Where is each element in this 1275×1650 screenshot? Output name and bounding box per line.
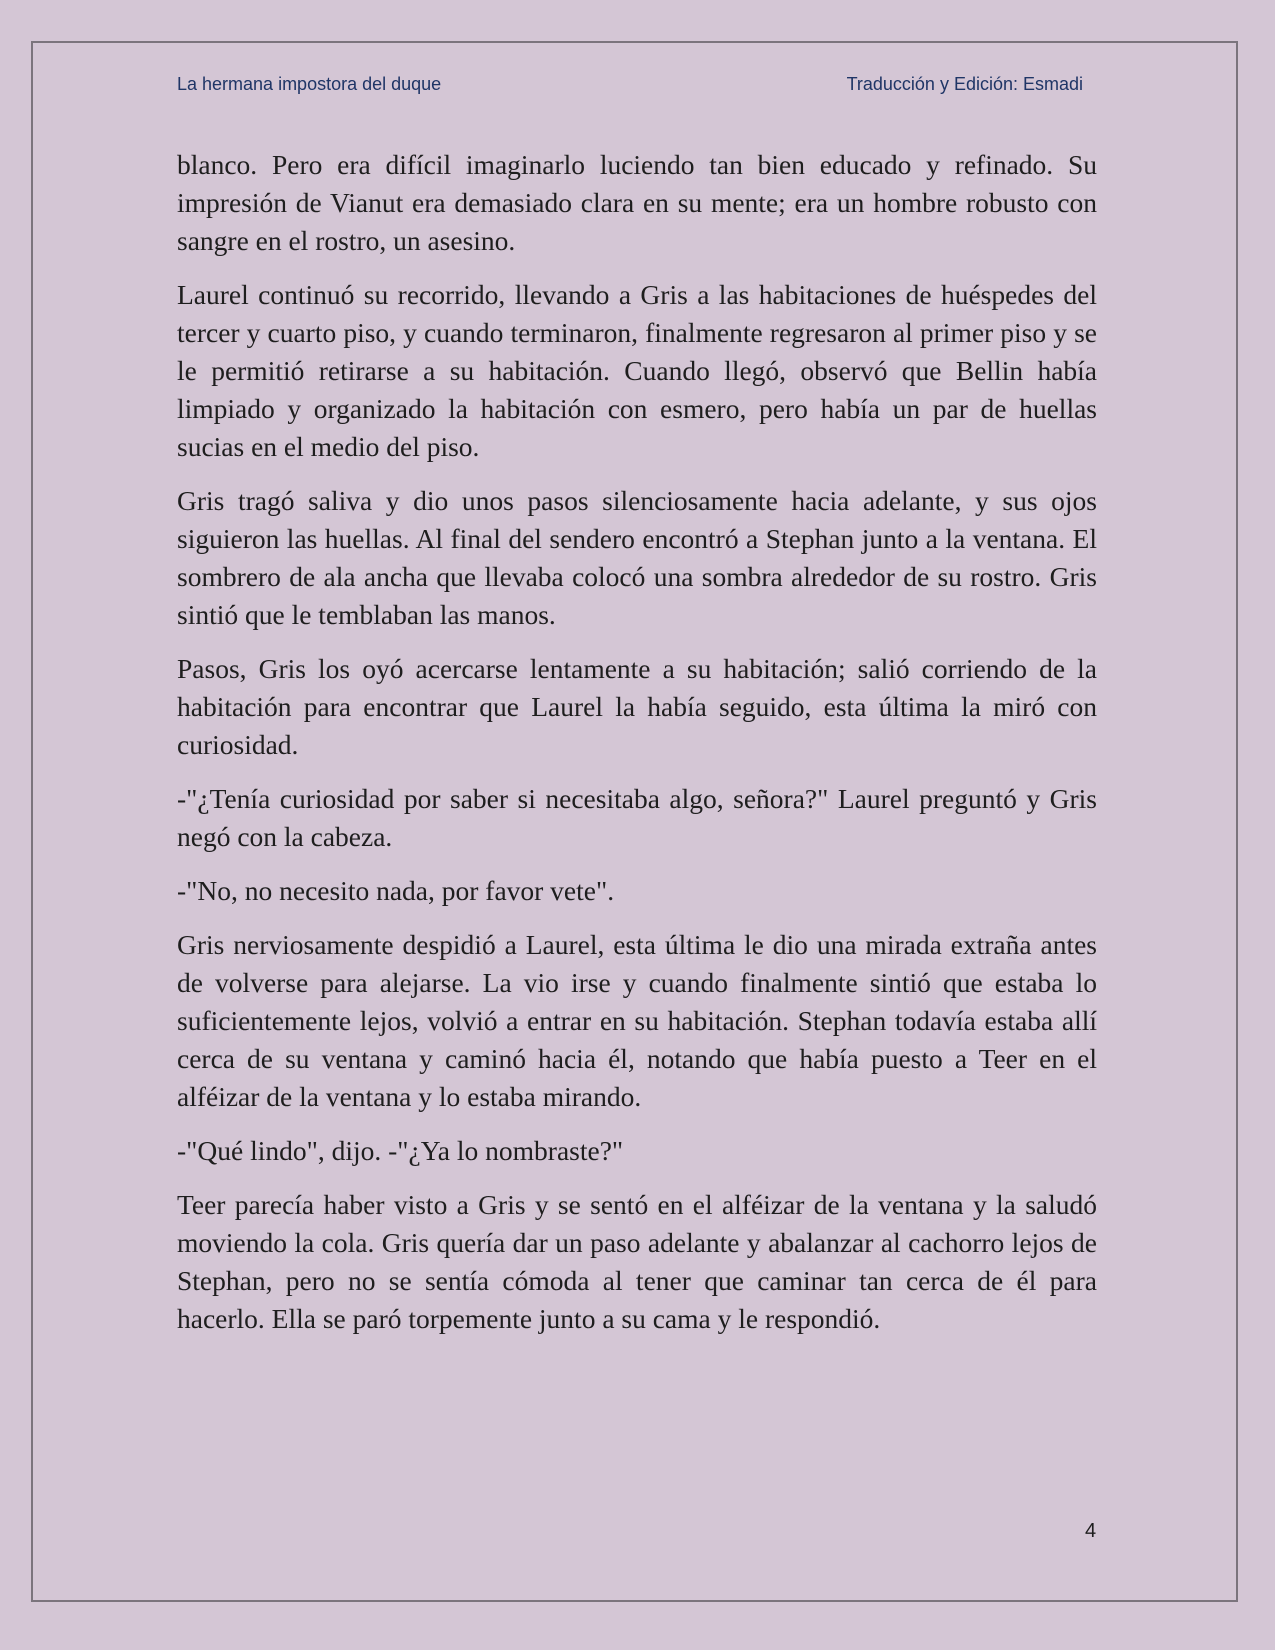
page-number: 4 bbox=[1085, 1520, 1097, 1542]
paragraph: -"No, no necesito nada, por favor vete". bbox=[177, 875, 615, 906]
document-body bbox=[177, 146, 1097, 1354]
paragraph: Laurel continuó su recorrido, llevando a Gris a las habitaciones de huéspedes del tercer y cuarto piso, y cuando terminaron, finalmente regresaron al primer piso y se le permitió retirarse a su habitación. Cuando llegó, observó que Bellin había limpiado y organizado la habitación con esmero, pero había un par de huellas sucias en el medio del piso. bbox=[177, 279, 1097, 462]
paragraph: Teer parecía haber visto a Gris y se sentó en el alféizar de la ventana y la saludó moviendo la cola. Gris quería dar un paso adelante y abalanzar al cachorro lejos de Stephan, pero no se sentía cómoda al tener que caminar tan cerca de él para hacerlo. Ella se paró torpemente junto a su cama y le respondió. bbox=[177, 1189, 1097, 1334]
paragraph: Pasos, Gris los oyó acercarse lentamente a su habitación; salió corriendo de la habitación para encontrar que Laurel la había seguido, esta última la miró con curiosidad. bbox=[177, 653, 1097, 760]
paragraph: -"Qué lindo", dijo. -"¿Ya lo nombraste?" bbox=[177, 1135, 624, 1166]
paragraph: Gris tragó saliva y dio unos pasos silenciosamente hacia adelante, y sus ojos siguieron las huellas. Al final del sendero encontró a Stephan junto a la ventana. El sombrero de ala ancha que llevaba colocó una sombra alrededor de su rostro. Gris sintió que le temblaban las manos. bbox=[177, 485, 1097, 630]
page-header bbox=[177, 74, 1083, 95]
paragraph: -"¿Tenía curiosidad por saber si necesitaba algo, señora?" Laurel preguntó y Gris negó con la cabeza. bbox=[177, 783, 1097, 852]
paragraph: Gris nerviosamente despidió a Laurel, esta última le dio una mirada extraña antes de volverse para alejarse. La vio irse y cuando finalmente sintió que estaba lo suficientemente lejos, volvió a entrar en su habitación. Stephan todavía estaba allí cerca de su ventana y caminó hacia él, notando que había puesto a Teer en el alféizar de la ventana y lo estaba mirando. bbox=[177, 929, 1097, 1112]
translation-credit: Traducción y Edición: Esmadi bbox=[846, 74, 1083, 94]
book-title: La hermana impostora del duque bbox=[177, 74, 442, 94]
paragraph: blanco. Pero era difícil imaginarlo luciendo tan bien educado y refinado. Su impresión de Vianut era demasiado clara en su mente; era un hombre robusto con sangre en el rostro, un asesino. bbox=[177, 149, 1097, 256]
